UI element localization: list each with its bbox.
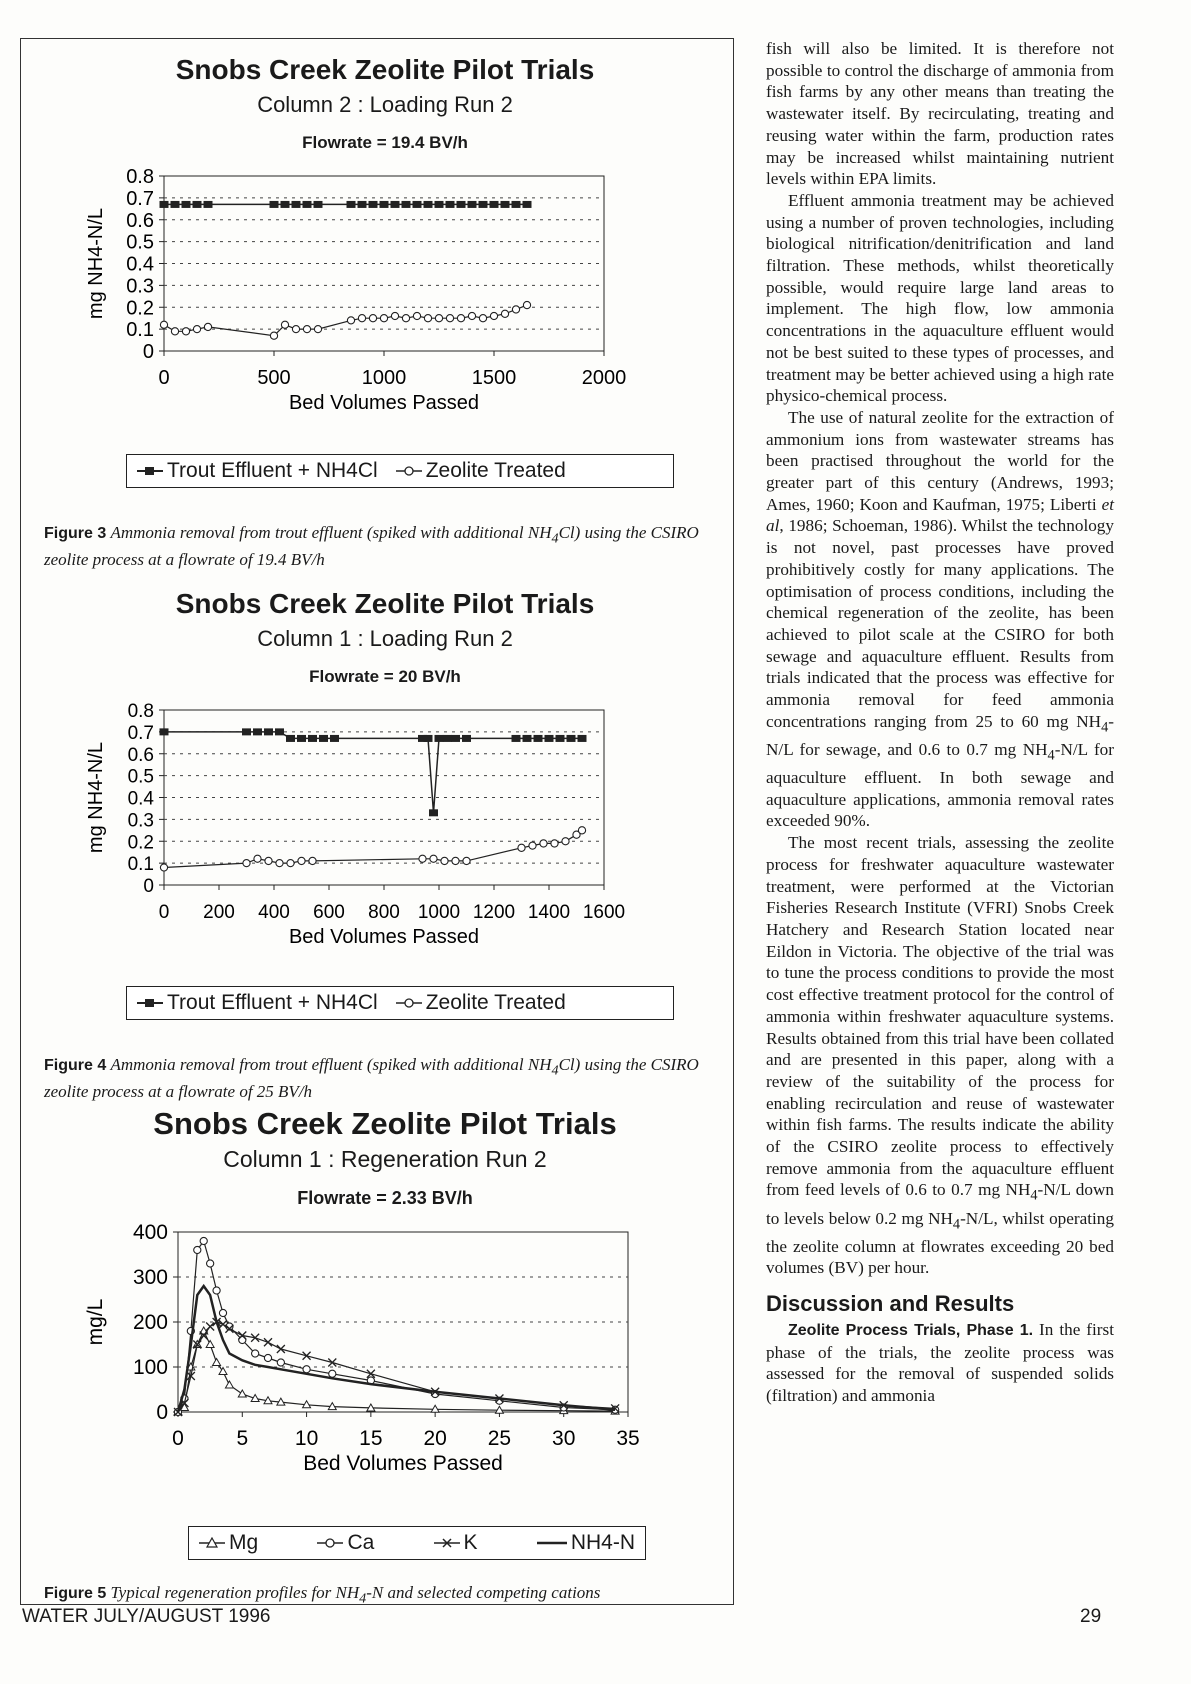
x-tick-label: 0 [158, 367, 170, 389]
data-point [443, 735, 452, 742]
chart-title: Snobs Creek Zeolite Pilot Trials [175, 54, 595, 85]
data-point [277, 1359, 284, 1366]
chart-subtitle: Column 1 : Loading Run 2 [257, 626, 513, 651]
data-point [523, 735, 532, 742]
chart-legend [188, 1526, 646, 1560]
data-point [204, 323, 211, 330]
data-point [264, 1354, 271, 1361]
x-tick-label: 15 [359, 1427, 383, 1450]
legend-item [137, 991, 378, 1015]
data-point [281, 321, 288, 328]
data-point [435, 735, 444, 742]
data-point [281, 201, 290, 208]
caption-label: Figure 5 [44, 1585, 107, 1602]
figure-4-caption: Figure 4 Ammonia removal from trout effluent (spiked with additional $NH_4Cl$) using the CSIRO zeolite process at a flowrate of 25 BV/h [44, 1055, 699, 1102]
data-point [479, 201, 488, 208]
data-point [160, 864, 167, 871]
data-point [276, 860, 283, 867]
data-point [194, 1246, 201, 1253]
figure-5-caption: Figure 5 Typical regeneration profiles for $NH_4-N$ and selected competing cations [44, 1583, 601, 1607]
data-point [556, 735, 565, 742]
chart-title: Snobs Creek Zeolite Pilot Trials [175, 588, 595, 619]
data-point [490, 312, 497, 319]
x-axis-label: Bed Volumes Passed [303, 1452, 503, 1475]
x-tick-label: 600 [313, 902, 345, 923]
data-point [254, 855, 261, 862]
legend-item [317, 1531, 374, 1555]
paragraph: Zeolite Process Trials, Phase 1. In the first phase of the trials, the zeolite process was assessed for the removal of suspended solids (filtration) and ammonia [766, 1319, 1114, 1405]
data-point [380, 315, 387, 322]
data-point [328, 1359, 336, 1367]
x-tick-label: 1600 [582, 902, 626, 923]
y-tick-label: 0.1 [127, 854, 154, 876]
y-tick-label: 0.3 [127, 810, 154, 832]
data-point [435, 201, 444, 208]
data-point [402, 201, 411, 208]
y-tick-label: 0.2 [127, 832, 154, 854]
data-point [369, 201, 378, 208]
data-point [424, 201, 433, 208]
data-point [219, 1309, 226, 1316]
data-point [551, 840, 558, 847]
legend-label: K [463, 1531, 478, 1554]
x-tick-label: 35 [616, 1427, 640, 1450]
data-point [252, 1350, 259, 1357]
y-tick-label: 300 [132, 1266, 168, 1289]
data-point [206, 1323, 214, 1331]
data-point [171, 328, 178, 335]
data-point [213, 1359, 221, 1366]
y-tick-label: 0.2 [126, 297, 154, 320]
data-point [501, 310, 508, 317]
chart-flowrate: Flowrate = 20 BV/h [309, 667, 461, 686]
y-tick-label: 0.6 [127, 744, 154, 766]
y-tick-label: 0.4 [127, 788, 154, 810]
chart-flowrate: Flowrate = 19.4 BV/h [302, 133, 468, 152]
x-tick-label: 20 [423, 1427, 447, 1450]
y-tick-label: 0.5 [127, 766, 154, 788]
data-point [523, 201, 532, 208]
data-point [424, 315, 431, 322]
legend-label: Trout Effluent + NH4Cl [167, 459, 378, 482]
data-point [534, 735, 543, 742]
data-point [277, 1345, 285, 1353]
legend-label: Trout Effluent + NH4Cl [167, 991, 378, 1014]
data-point [518, 844, 525, 851]
y-tick-label: 200 [132, 1311, 168, 1334]
data-point [171, 201, 180, 208]
data-point [446, 315, 453, 322]
data-point [330, 735, 339, 742]
data-point [292, 201, 301, 208]
data-point [286, 735, 295, 742]
chart-flowrate: Flowrate = 2.33 BV/h [297, 1188, 473, 1208]
chart-legend [126, 986, 674, 1020]
data-point [308, 735, 317, 742]
data-point [264, 728, 273, 735]
series-line [164, 732, 582, 813]
data-point [297, 735, 306, 742]
data-point [468, 201, 477, 208]
body-text-column [766, 38, 1114, 1407]
y-axis-label: mg/L [84, 1298, 107, 1346]
legend-item [434, 1531, 478, 1555]
x-tick-label: 1000 [417, 902, 461, 923]
legend-item [396, 459, 566, 483]
data-point [512, 201, 521, 208]
paragraph: The use of natural zeolite for the extraction of ammonium ions from wastewater streams has been practised throughout the world for the greater part of this century (Andrews, 1993; Ames, 1960; Koon and Kaufman, 1975; Liberti et al, 1986; Schoeman, 1986). Whilst the technology is not novel, past processes have proved prohibitively costly for many applications. The optimisation of process conditions, including the chemical regeneration of the zeolite, has been achieved to pilot scale at the CSIRO for both sewage and aquaculture effluent. Results from trials indicated that the process was effective for ammonia removal for feed ammonia concentrations ranging from 25 to 60 mg $NH_4-N/L$ for sewage, and 0.6 to 0.7 mg $NH_4-N/L$ for aquaculture effluent. In both sewage and aquaculture applications, ammonia removal rates exceeded 90%. [766, 407, 1114, 831]
y-tick-label: 0.8 [126, 168, 154, 188]
data-point [270, 332, 277, 339]
figure-3-chart [40, 50, 730, 490]
data-point [160, 201, 169, 208]
x-tick-label: 0 [158, 902, 170, 923]
data-point [292, 326, 299, 333]
data-point [243, 860, 250, 867]
legend-item [396, 991, 566, 1015]
data-point [451, 735, 460, 742]
data-point [419, 855, 426, 862]
x-tick-label: 500 [257, 367, 291, 389]
x-tick-label: 2000 [581, 367, 627, 389]
legend-label: Mg [229, 1531, 259, 1554]
y-tick-label: 0.4 [126, 253, 154, 276]
data-point [402, 315, 409, 322]
figure-4-chart [40, 584, 730, 1024]
y-tick-label: 0.7 [127, 722, 154, 744]
y-axis-label: mg NH4-N/L [85, 207, 107, 320]
data-point [264, 1338, 272, 1346]
chart-subtitle: Column 2 : Loading Run 2 [257, 92, 513, 117]
data-point [303, 1352, 311, 1360]
data-point [523, 301, 530, 308]
data-point [238, 1390, 246, 1397]
section-heading: Discussion and Results [766, 1291, 1015, 1317]
y-tick-label: 0.1 [126, 319, 154, 342]
data-point [303, 326, 310, 333]
data-point [347, 317, 354, 324]
data-point [319, 735, 328, 742]
data-point [358, 201, 367, 208]
data-point [265, 857, 272, 864]
chart-plot [40, 168, 730, 488]
data-point [452, 857, 459, 864]
data-point [160, 321, 167, 328]
chart-plot [40, 702, 730, 1022]
legend-label: Ca [347, 1531, 375, 1554]
data-point [529, 842, 536, 849]
x-tick-label: 0 [172, 1427, 184, 1450]
x-tick-label: 200 [203, 902, 235, 923]
data-point [468, 312, 475, 319]
data-point [287, 860, 294, 867]
legend-label: Zeolite Treated [425, 459, 566, 482]
y-tick-label: 0.3 [126, 275, 154, 298]
data-point [578, 827, 585, 834]
chart-title: Snobs Creek Zeolite Pilot Trials [153, 1106, 617, 1141]
y-tick-label: 0 [143, 876, 154, 897]
data-point [193, 201, 202, 208]
data-point [298, 857, 305, 864]
data-point [512, 735, 521, 742]
data-point [270, 201, 279, 208]
data-point [391, 201, 400, 208]
data-point [182, 328, 189, 335]
series-line [164, 305, 527, 336]
paragraph: The most recent trials, assessing the zeolite process for freshwater aquaculture wastewater treatment, were performed at the Victorian Fisheries Research Institute (VFRI) Snobs Creek Hatchery and Research Station located near Eildon in Victoria. The objective of the trial was to tune the process conditions to provide the most cost effective treatment protocol for the control of ammonia within freshwater aquaculture systems. Results obtained from this trial have been collated and are presented in this paper, along with a review of the suitability of the process for enabling recirculation and reuse of wastewater within fish farms. The results indicate the ability of the CSIRO zeolite process to effectively remove ammonia from the aquaculture effluent from feed levels of 0.6 to 0.7 mg $NH_4-N/L$ down to levels below 0.2 mg $NH_4-N/L$, whilst operating the zeolite column at flowrates exceeding 20 bed volumes (BV) per hour. [766, 833, 1114, 1278]
data-point [441, 857, 448, 864]
caption-label: Figure 3 [44, 525, 107, 542]
data-point [182, 201, 191, 208]
y-tick-label: 0.5 [126, 231, 154, 254]
x-tick-label: 1000 [361, 367, 407, 389]
data-point [206, 1341, 214, 1348]
x-axis-label: Bed Volumes Passed [288, 926, 480, 948]
data-point [200, 1237, 207, 1244]
legend-item [137, 459, 378, 483]
data-point [193, 326, 200, 333]
y-tick-label: 0.7 [126, 187, 154, 210]
data-point [430, 855, 437, 862]
page-number: 29 [1080, 1606, 1102, 1627]
x-tick-label: 1200 [472, 902, 516, 923]
data-point [413, 201, 422, 208]
x-tick-label: 30 [552, 1427, 576, 1450]
legend-item [199, 1531, 258, 1555]
data-point [314, 201, 323, 208]
data-point [207, 1260, 214, 1267]
data-point [358, 315, 365, 322]
legend-label: Zeolite Treated [425, 991, 566, 1014]
legend-label: NH4-N [570, 1531, 635, 1554]
data-point [545, 735, 554, 742]
x-axis-label: Bed Volumes Passed [288, 392, 480, 414]
paragraph: Effluent ammonia treatment may be achieved using a number of proven technologies, including biological nitrification/denitrification and land filtration. These methods, whilst theoretically possible, would require large land areas to implement. The high flow, low ammonia concentrations in the aquaculture effluent would not be best suited to these types of processes, and treatment may be better achieved using a high rate physico-chemical process. [766, 190, 1114, 406]
data-point [303, 1366, 310, 1373]
data-point [424, 735, 433, 742]
data-point [204, 201, 213, 208]
y-tick-label: 0 [142, 341, 154, 363]
data-point [275, 728, 284, 735]
figure-3-caption: Figure 3 Ammonia removal from trout effluent (spiked with additional $NH_4Cl$) using the CSIRO zeolite process at a flowrate of 19.4 BV/h [44, 523, 699, 570]
x-tick-label: 10 [294, 1427, 319, 1450]
figure-5-chart [40, 1100, 730, 1570]
data-point [429, 809, 438, 816]
caption-label: Figure 4 [44, 1057, 107, 1074]
chart-legend [126, 454, 674, 488]
data-point [314, 326, 321, 333]
data-point [479, 315, 486, 322]
data-point [435, 315, 442, 322]
data-point [242, 728, 251, 735]
y-tick-label: 0 [156, 1401, 168, 1424]
footer-journal: WATER JULY/AUGUST 1996 [22, 1606, 271, 1627]
y-axis-label: mg NH4-N/L [85, 741, 107, 854]
data-point [347, 201, 356, 208]
y-tick-label: 0.6 [126, 209, 154, 232]
data-point [562, 838, 569, 845]
data-point [225, 1381, 233, 1388]
x-tick-label: 400 [258, 902, 290, 923]
data-point [380, 201, 389, 208]
data-point [413, 312, 420, 319]
data-point [160, 728, 169, 735]
data-point [567, 735, 576, 742]
legend-item [537, 1531, 635, 1555]
data-point [213, 1287, 220, 1294]
data-point [578, 735, 587, 742]
data-point [540, 840, 547, 847]
data-point [219, 1320, 227, 1328]
x-tick-label: 5 [236, 1427, 249, 1450]
data-point [309, 857, 316, 864]
paragraph: fish will also be limited. It is therefore not possible to control the discharge of ammonia from fish farms by any other means than treating the wastewater itself. By recirculating, treating and reusing water within the farm, production rates may be increased whilst maintaining nutrient levels within EPA limits. [766, 39, 1114, 189]
chart-plot [40, 1222, 730, 1542]
data-point [446, 201, 455, 208]
data-point [457, 201, 466, 208]
data-point [463, 857, 470, 864]
data-point [490, 201, 499, 208]
x-tick-label: 1400 [527, 902, 571, 923]
data-point [462, 735, 471, 742]
data-point [512, 306, 519, 313]
x-tick-label: 1500 [471, 367, 517, 389]
data-point [253, 728, 262, 735]
y-tick-label: 0.8 [127, 702, 154, 722]
y-tick-label: 400 [132, 1222, 168, 1244]
data-point [369, 315, 376, 322]
data-point [457, 315, 464, 322]
x-tick-label: 800 [368, 902, 400, 923]
data-point [329, 1370, 336, 1377]
data-point [501, 201, 510, 208]
chart-subtitle: Column 1 : Regeneration Run 2 [223, 1146, 547, 1172]
y-tick-label: 100 [132, 1356, 168, 1379]
x-tick-label: 25 [487, 1427, 512, 1450]
data-point [391, 312, 398, 319]
data-point [303, 201, 312, 208]
